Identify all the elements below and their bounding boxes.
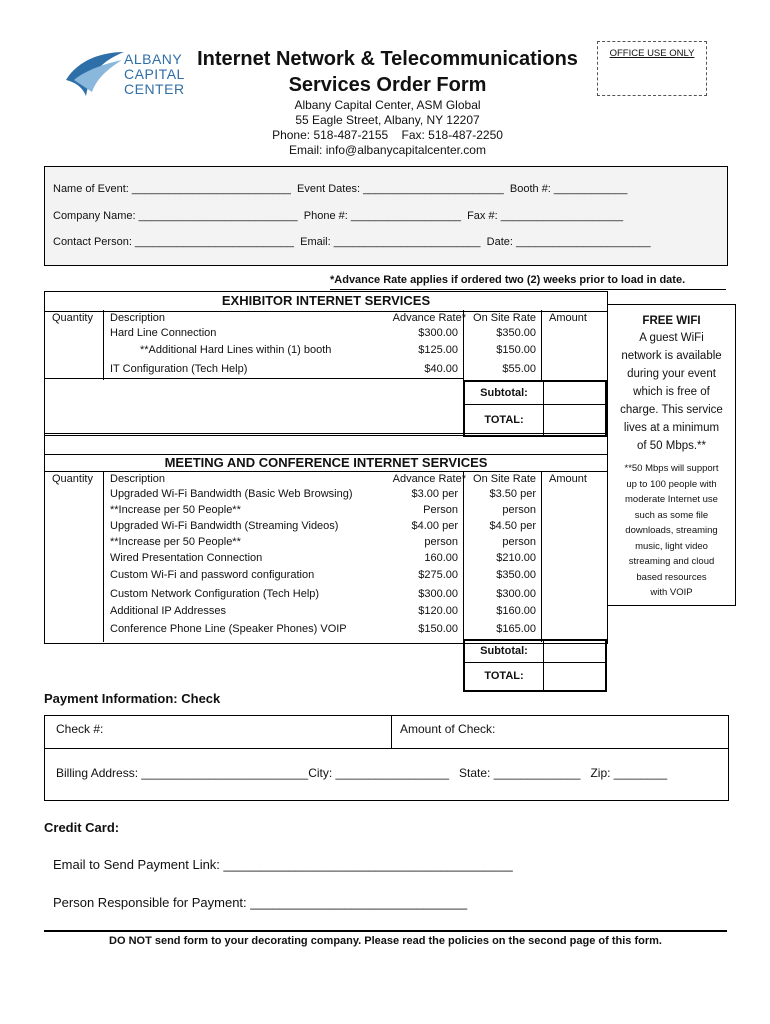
exhibitor-title: EXHIBITOR INTERNET SERVICES [45, 293, 607, 312]
table-row[interactable] [44, 504, 606, 520]
wifi-note-line: streaming and cloud [628, 556, 715, 567]
meeting-subtotal-label: Subtotal: [465, 641, 544, 663]
table-row[interactable] [44, 363, 606, 379]
table-row[interactable] [44, 588, 606, 604]
wifi-text-line: charge. This service [620, 404, 723, 416]
row-description: Custom Wi-Fi and password configuration [110, 569, 315, 581]
row-advance-rate: $300.00 [418, 327, 458, 339]
row-onsite-rate: person [502, 504, 536, 516]
row-onsite-rate: $350.00 [496, 569, 536, 581]
row-advance-rate: $4.00 per [411, 520, 458, 532]
meeting-header-quantity: Quantity [52, 473, 93, 485]
row-advance-rate: person [424, 536, 458, 548]
row-advance-rate: $300.00 [418, 588, 458, 600]
note-divider [330, 289, 726, 290]
phone-fax: Phone: 518-487-2155 Fax: 518-487-2250 [272, 128, 503, 142]
row-onsite-rate: person [502, 536, 536, 548]
wifi-text-line: lives at a minimum [623, 422, 720, 434]
form-title-line2: Services Order Form [288, 74, 487, 96]
meeting-totals-box[interactable] [463, 639, 607, 692]
wifi-note-line: music, light video [635, 540, 708, 552]
row-advance-rate: $125.00 [418, 344, 458, 356]
meeting-title: MEETING AND CONFERENCE INTERNET SERVICES [164, 455, 488, 470]
row-advance-rate: $120.00 [418, 605, 458, 617]
table-row[interactable] [44, 520, 606, 536]
row-advance-rate: 160.00 [424, 552, 458, 564]
wifi-note-line: moderate Internet use [625, 494, 718, 505]
table-row[interactable] [44, 605, 606, 621]
exhibitor-subtotal-label: Subtotal: [465, 382, 544, 405]
payment-responsible-field[interactable]: Person Responsible for Payment: ______________________________ [53, 895, 468, 910]
logo-text-1: ALBANY [124, 51, 183, 67]
table-row[interactable] [44, 552, 606, 568]
row-onsite-rate: $160.00 [496, 605, 536, 617]
wifi-title: FREE WIFI [642, 315, 701, 327]
payment-link-email-field[interactable]: Email to Send Payment Link: ________________________________________ [53, 857, 513, 872]
payment-box [44, 715, 729, 801]
check-number-field[interactable] [45, 716, 392, 749]
exhibitor-header-onsite: On Site Rate [473, 312, 536, 324]
footer-notice: DO NOT send form to your decorating company. Please read the policies on the second page of this form. [109, 935, 662, 947]
row-onsite-rate: $3.50 per [489, 488, 536, 500]
exhibitor-totals-box[interactable] [463, 380, 607, 437]
meeting-header-amount: Amount [549, 473, 587, 485]
amount-of-check-field[interactable] [392, 716, 728, 749]
logo-text-2: CAPITAL [124, 66, 185, 82]
row-onsite-rate: $150.00 [496, 344, 536, 356]
row-advance-rate: $40.00 [424, 363, 458, 375]
wifi-text-line: network is available [621, 350, 722, 362]
payment-heading: Payment Information: Check [44, 691, 221, 706]
check-number-label: Check #: [56, 722, 104, 736]
contact-line-2[interactable]: Company Name: __________________________ Phone #: __________________ Fax #: ____________________ [53, 210, 624, 222]
table-row[interactable] [44, 327, 606, 343]
contact-info-box [44, 166, 728, 266]
wifi-text-line: of 50 Mbps.** [636, 440, 707, 452]
office-use-box [597, 41, 707, 96]
wifi-note-line: **50 Mbps will support [624, 463, 719, 474]
table-row[interactable] [44, 488, 606, 504]
wifi-note-line: with VOIP [650, 587, 693, 598]
wifi-text-line: A guest WiFi [639, 332, 704, 344]
row-description: Upgraded Wi-Fi Bandwidth (Streaming Videos) [110, 520, 339, 532]
email-line: Email: info@albanycapitalcenter.com [289, 143, 486, 157]
row-description: **Additional Hard Lines within (1) booth [140, 344, 332, 356]
logo [64, 40, 194, 102]
table-row[interactable] [44, 569, 606, 585]
row-description: Upgraded Wi-Fi Bandwidth (Basic Web Browsing) [110, 488, 353, 500]
row-onsite-rate: $210.00 [496, 552, 536, 564]
form-title-line1: Internet Network & Telecommunications [197, 48, 578, 70]
address-line1: Albany Capital Center, ASM Global [294, 98, 481, 112]
row-description: **Increase per 50 People** [110, 536, 241, 548]
meeting-header-advance: Advance Rate* [392, 473, 466, 485]
wifi-description [608, 329, 735, 455]
logo-swoosh-icon [64, 46, 126, 98]
meeting-header-onsite: On Site Rate [473, 473, 536, 485]
amount-of-check-label: Amount of Check: [400, 722, 496, 736]
row-description: IT Configuration (Tech Help) [110, 363, 248, 375]
exhibitor-header-description: Description [110, 312, 166, 324]
meeting-total-label: TOTAL: [465, 663, 544, 690]
row-description: Wired Presentation Connection [110, 552, 263, 564]
row-onsite-rate: $4.50 per [489, 520, 536, 532]
exhibitor-header-advance: Advance Rate* [392, 312, 466, 324]
row-advance-rate: $150.00 [418, 623, 458, 635]
wifi-footnote [608, 461, 735, 601]
table-row[interactable] [44, 344, 606, 360]
exhibitor-total-label: TOTAL: [465, 405, 544, 435]
table-row[interactable] [44, 536, 606, 552]
row-description: Custom Network Configuration (Tech Help) [110, 588, 320, 600]
exhibitor-table [44, 310, 606, 380]
wifi-note-line: such as some file [634, 509, 709, 521]
wifi-note-line: up to 100 people with [626, 478, 717, 490]
free-wifi-box [607, 304, 736, 606]
contact-line-3[interactable]: Contact Person: __________________________ Email: ________________________ Date: ______________________ [53, 236, 651, 248]
row-description: Hard Line Connection [110, 327, 217, 339]
footer-divider [44, 930, 727, 932]
billing-address-line[interactable]: Billing Address: _________________________City: _________________ State: _____________ Zip: ________ [56, 766, 668, 780]
exhibitor-header-quantity: Quantity [52, 312, 93, 324]
row-description: Conference Phone Line (Speaker Phones) VOIP [110, 623, 347, 635]
row-description: Additional IP Addresses [110, 605, 226, 617]
wifi-note-line: downloads, streaming [625, 525, 718, 536]
advance-rate-note: *Advance Rate applies if ordered two (2) weeks prior to load in date. [330, 274, 686, 286]
credit-card-heading: Credit Card: [44, 820, 120, 835]
row-advance-rate: Person [423, 504, 458, 516]
meeting-header-description: Description [110, 473, 166, 485]
wifi-text-line: which is free of [633, 386, 710, 398]
table-row[interactable] [44, 623, 606, 639]
row-advance-rate: $275.00 [418, 569, 458, 581]
row-advance-rate: $3.00 per [411, 488, 458, 500]
wifi-text-line: during your event [627, 368, 716, 380]
row-onsite-rate: $55.00 [502, 363, 536, 375]
exhibitor-header-amount: Amount [549, 312, 587, 324]
logo-text-3: CENTER [124, 81, 185, 97]
row-onsite-rate: $165.00 [496, 623, 536, 635]
meeting-table [44, 471, 606, 642]
row-description: **Increase per 50 People** [110, 504, 241, 516]
address-line2: 55 Eagle Street, Albany, NY 12207 [295, 113, 480, 127]
wifi-note-line: based resources [636, 571, 707, 583]
row-onsite-rate: $300.00 [496, 588, 536, 600]
contact-line-1[interactable]: Name of Event: __________________________ Event Dates: _______________________ Booth #: ____________ [53, 183, 628, 195]
row-onsite-rate: $350.00 [496, 327, 536, 339]
office-use-label: OFFICE USE ONLY [609, 48, 695, 59]
